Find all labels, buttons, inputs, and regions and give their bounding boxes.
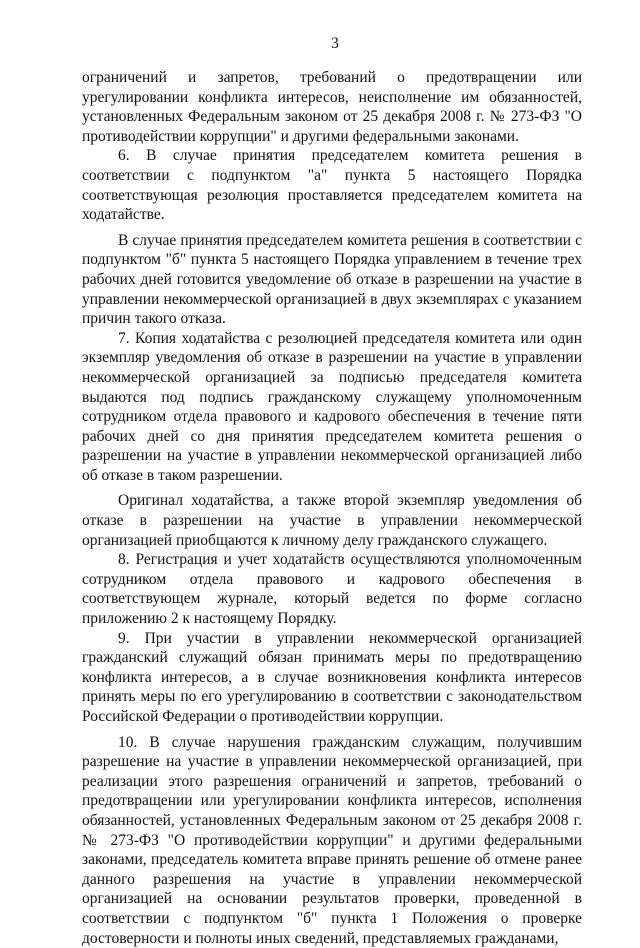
paragraph-item-6: 6. В случае принятия председателем комитета решения в соответствии с подпунктом "а" пункта 5 настоящего Порядка соответствующая резолюция проставляется председателем комитета на ходатайстве. (82, 147, 582, 224)
paragraph-item-9: 9. При участии в управлении некоммерческой организацией гражданский служащий обязан принимать меры по предотвращению конфликта интересов, а в случае возникновения конфликта интересов принять меры по его урегулированию в соответствии с законодательством Российской Федерации о противодействии коррупции. (82, 629, 582, 725)
page-number: 3 (331, 35, 339, 52)
paragraph-item-7: 7. Копия ходатайства с резолюцией председателя комитета или один экземпляр уведомления об отказе в разрешении на участие в управлении некоммерческой организацией за подписью председателя комитета выдаются под подпись гражданскому служащему уполномоченным сотрудником отдела правового и кадрового обеспечения в течение пяти рабочих дней со дня принятия председателем комитета решения о разрешении на участие в управлении некоммерческой организацией либо об отказе в таком разрешении. (82, 329, 582, 484)
paragraph-item-6-refusal: В случае принятия председателем комитета решения в соответствии с подпунктом "б" пункта 5 настоящего Порядка управлением в течение трех рабочих дней готовится уведомление об отказе в разрешении на участие в управлении некоммерческой организацией в двух экземплярах с указанием причин такого отказа. (82, 231, 582, 328)
paragraph-continuation: ограничений и запретов, требований о предотвращении или урегулировании конфликта интересов, неисполнение им обязанностей, установленных Федеральным законом от 25 декабря 2008 г. № 273-ФЗ "О противодействии коррупции" и другими федеральными законами. (82, 69, 582, 145)
paragraph-item-10: 10. В случае нарушения гражданским служащим, получившим разрешение на участие в управлении некоммерческой организацией, при реализации этого разрешения ограничений и запретов, требований о предотвращении или урегулировании конфликта интересов, исполнения обязанностей, установленных Федеральным законом от 25 декабря 2008 г. № 273-ФЗ "О противодействии коррупции" и другими федеральными законами, председатель комитета вправе принять решение об отмене ранее данного разрешения на участие в управлении некоммерческой организацией на основании результатов проверки, проведенной в соответствии с подпунктом "б" пункта 1 Положения о проверке достоверности и полноты иных сведений, представляемых гражданами, (82, 733, 582, 947)
paragraph-item-8: 8. Регистрация и учет ходатайств осуществляются уполномоченным сотрудником отдела правового и кадрового обеспечения в соответствующем журнале, который ведется по форме согласно приложению 2 к настоящему Порядку. (82, 551, 582, 628)
paragraph-item-7-original: Оригинал ходатайства, а также второй экземпляр уведомления об отказе в разрешении на участие в управлении некоммерческой организацией приобщаются к личному делу гражданского служащего. (82, 492, 582, 549)
